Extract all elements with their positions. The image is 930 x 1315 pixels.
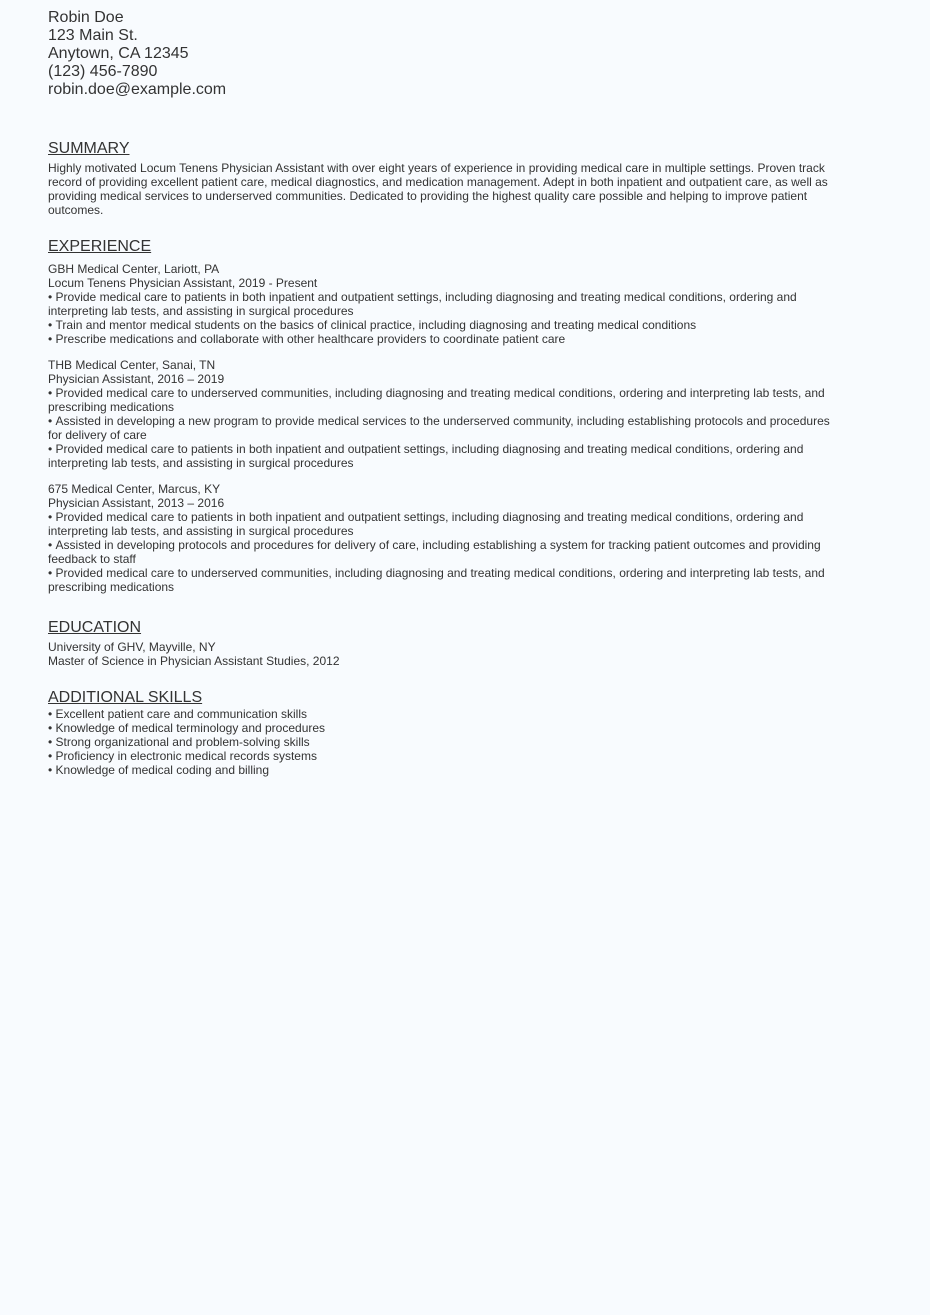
summary-text: Highly motivated Locum Tenens Physician Assistant with over eight years of experience in providing medical care in multiple settings. Proven track record of providing excellent patient care, medical diagnostics, and medication management. Adept in both inpatient and outpatient care, as well as providing medical services to underserved communities. Dedicated to providing the highest quality care possible and helping to improve patient outcomes. <box>48 161 828 217</box>
job-title: Physician Assistant, 2013 – 2016 <box>48 496 225 510</box>
job-bullet: • Provided medical care to patients in both inpatient and outpatient settings, including diagnosing and treating medical conditions, ordering and interpreting lab tests, and assisting in surgical procedures <box>48 442 838 470</box>
education-heading: EDUCATION <box>48 619 142 636</box>
job-bullet-list <box>48 510 838 594</box>
skills-heading: ADDITIONAL SKILLS <box>48 689 203 706</box>
job-bullet-list <box>48 386 838 470</box>
job-bullet: • Provided medical care to underserved communities, including diagnosing and treating medical conditions, ordering and interpreting lab tests, and prescribing medications <box>48 386 838 414</box>
resume-page <box>48 9 838 777</box>
education-school: University of GHV, Mayville, NY <box>48 640 216 654</box>
skill-item: • Strong organizational and problem-solving skills <box>48 735 838 749</box>
skill-item: • Knowledge of medical terminology and procedures <box>48 721 838 735</box>
skill-item: • Proficiency in electronic medical records systems <box>48 749 838 763</box>
education-entry <box>48 640 838 668</box>
job-entry <box>48 358 838 470</box>
job-title: Physician Assistant, 2016 – 2019 <box>48 372 225 386</box>
skills-list <box>48 707 838 777</box>
experience-heading: EXPERIENCE <box>48 238 152 255</box>
job-bullet: • Prescribe medications and collaborate with other healthcare providers to coordinate patient care <box>48 332 838 346</box>
education-degree: Master of Science in Physician Assistant Studies, 2012 <box>48 654 340 668</box>
job-bullet: • Provided medical care to patients in both inpatient and outpatient settings, including diagnosing and treating medical conditions, ordering and interpreting lab tests, and assisting in surgical procedures <box>48 510 838 538</box>
job-employer: THB Medical Center, Sanai, TN <box>48 358 216 372</box>
skill-item: • Knowledge of medical coding and billing <box>48 763 838 777</box>
job-bullet: • Assisted in developing protocols and procedures for delivery of care, including establishing a system for tracking patient outcomes and providing feedback to staff <box>48 538 838 566</box>
job-bullet: • Provided medical care to underserved communities, including diagnosing and treating medical conditions, ordering and interpreting lab tests, and prescribing medications <box>48 566 838 594</box>
contact-block <box>48 9 838 99</box>
job-bullet: • Provide medical care to patients in both inpatient and outpatient settings, including diagnosing and treating medical conditions, ordering and interpreting lab tests, and assisting in surgical procedures <box>48 290 838 318</box>
job-bullet: • Assisted in developing a new program to provide medical services to the underserved community, including establishing protocols and procedures for delivery of care <box>48 414 838 442</box>
job-employer: GBH Medical Center, Lariott, PA <box>48 262 220 276</box>
contact-name: Robin Doe <box>48 9 124 26</box>
job-title: Locum Tenens Physician Assistant, 2019 - Present <box>48 276 318 290</box>
job-entry <box>48 262 838 346</box>
job-employer: 675 Medical Center, Marcus, KY <box>48 482 221 496</box>
contact-email: robin.doe@example.com <box>48 81 227 98</box>
job-bullet: • Train and mentor medical students on the basics of clinical practice, including diagnosing and treating medical conditions <box>48 318 838 332</box>
job-bullet-list <box>48 290 838 346</box>
summary-heading: SUMMARY <box>48 140 130 157</box>
skill-item: • Excellent patient care and communication skills <box>48 707 838 721</box>
contact-street: 123 Main St. <box>48 27 138 44</box>
contact-city: Anytown, CA 12345 <box>48 45 189 62</box>
contact-phone: (123) 456-7890 <box>48 63 158 80</box>
job-entry <box>48 482 838 594</box>
